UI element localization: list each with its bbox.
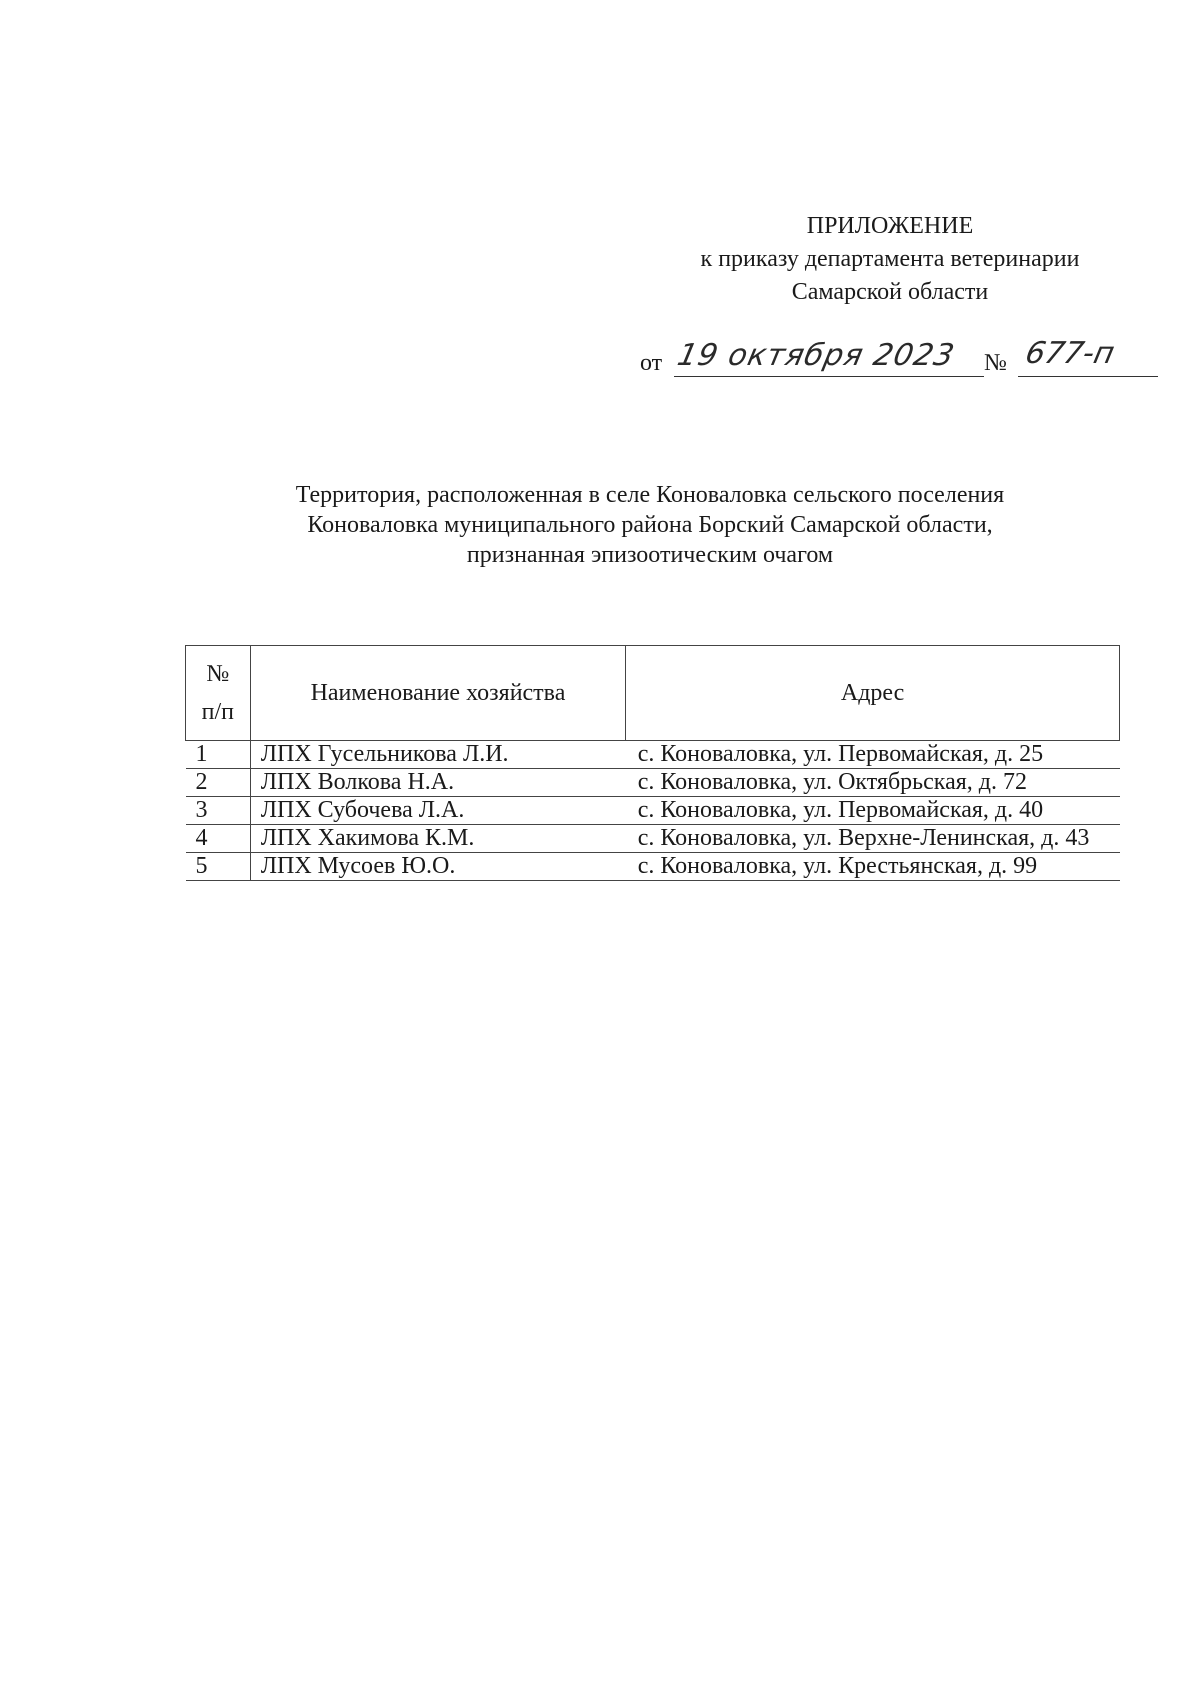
date-field: [674, 336, 984, 377]
order-date-number: [640, 336, 1160, 386]
handwritten-number: 677-п: [1022, 336, 1118, 371]
from-label: от: [640, 350, 663, 376]
households-table: [185, 645, 1120, 881]
header-address: Адрес: [626, 646, 1120, 741]
table-header-row: [186, 646, 1120, 741]
appendix-heading: ПРИЛОЖЕНИЕ: [806, 213, 974, 239]
row-address: с. Коноваловка, ул. Крестьянская, д. 99: [626, 853, 1120, 881]
row-address: с. Коноваловка, ул. Первомайская, д. 25: [626, 741, 1120, 769]
table-row: [186, 853, 1120, 881]
title-line-1: Территория, расположенная в селе Коноваловка сельского поселения: [295, 482, 1005, 508]
table-row: [186, 769, 1120, 797]
row-name: ЛПХ Хакимова К.М.: [250, 825, 625, 853]
handwritten-date: 19 октября 2023: [674, 338, 958, 373]
row-address: с. Коноваловка, ул. Октябрьская, д. 72: [626, 769, 1120, 797]
row-number: 2: [186, 769, 251, 797]
appendix-region: Самарской области: [791, 279, 989, 305]
appendix-order-ref: к приказу департамента ветеринарии: [700, 246, 1080, 272]
title-line-2: Коноваловка муниципального района Борский Самарской области,: [307, 512, 993, 538]
header-number: [186, 646, 251, 741]
row-address: с. Коноваловка, ул. Верхне-Ленинская, д. 43: [626, 825, 1120, 853]
title-line-3: признанная эпизоотическим очагом: [466, 542, 834, 568]
table-row: [186, 797, 1120, 825]
row-number: 1: [186, 741, 251, 769]
number-label: №: [984, 350, 1007, 376]
row-name: ЛПХ Мусоев Ю.О.: [250, 853, 625, 881]
row-number: 3: [186, 797, 251, 825]
number-field: [1018, 336, 1158, 377]
row-number: 5: [186, 853, 251, 881]
header-name: Наименование хозяйства: [250, 646, 625, 741]
header-number-sign: №: [206, 661, 230, 687]
row-name: ЛПХ Волкова Н.А.: [250, 769, 625, 797]
row-name: ЛПХ Субочева Л.А.: [250, 797, 625, 825]
table-row: [186, 741, 1120, 769]
table-row: [186, 825, 1120, 853]
appendix-header: [640, 210, 1140, 309]
row-number: 4: [186, 825, 251, 853]
header-number-pp: п/п: [201, 699, 235, 725]
document-title: [200, 480, 1100, 570]
row-name: ЛПХ Гусельникова Л.И.: [250, 741, 625, 769]
row-address: с. Коноваловка, ул. Первомайская, д. 40: [626, 797, 1120, 825]
